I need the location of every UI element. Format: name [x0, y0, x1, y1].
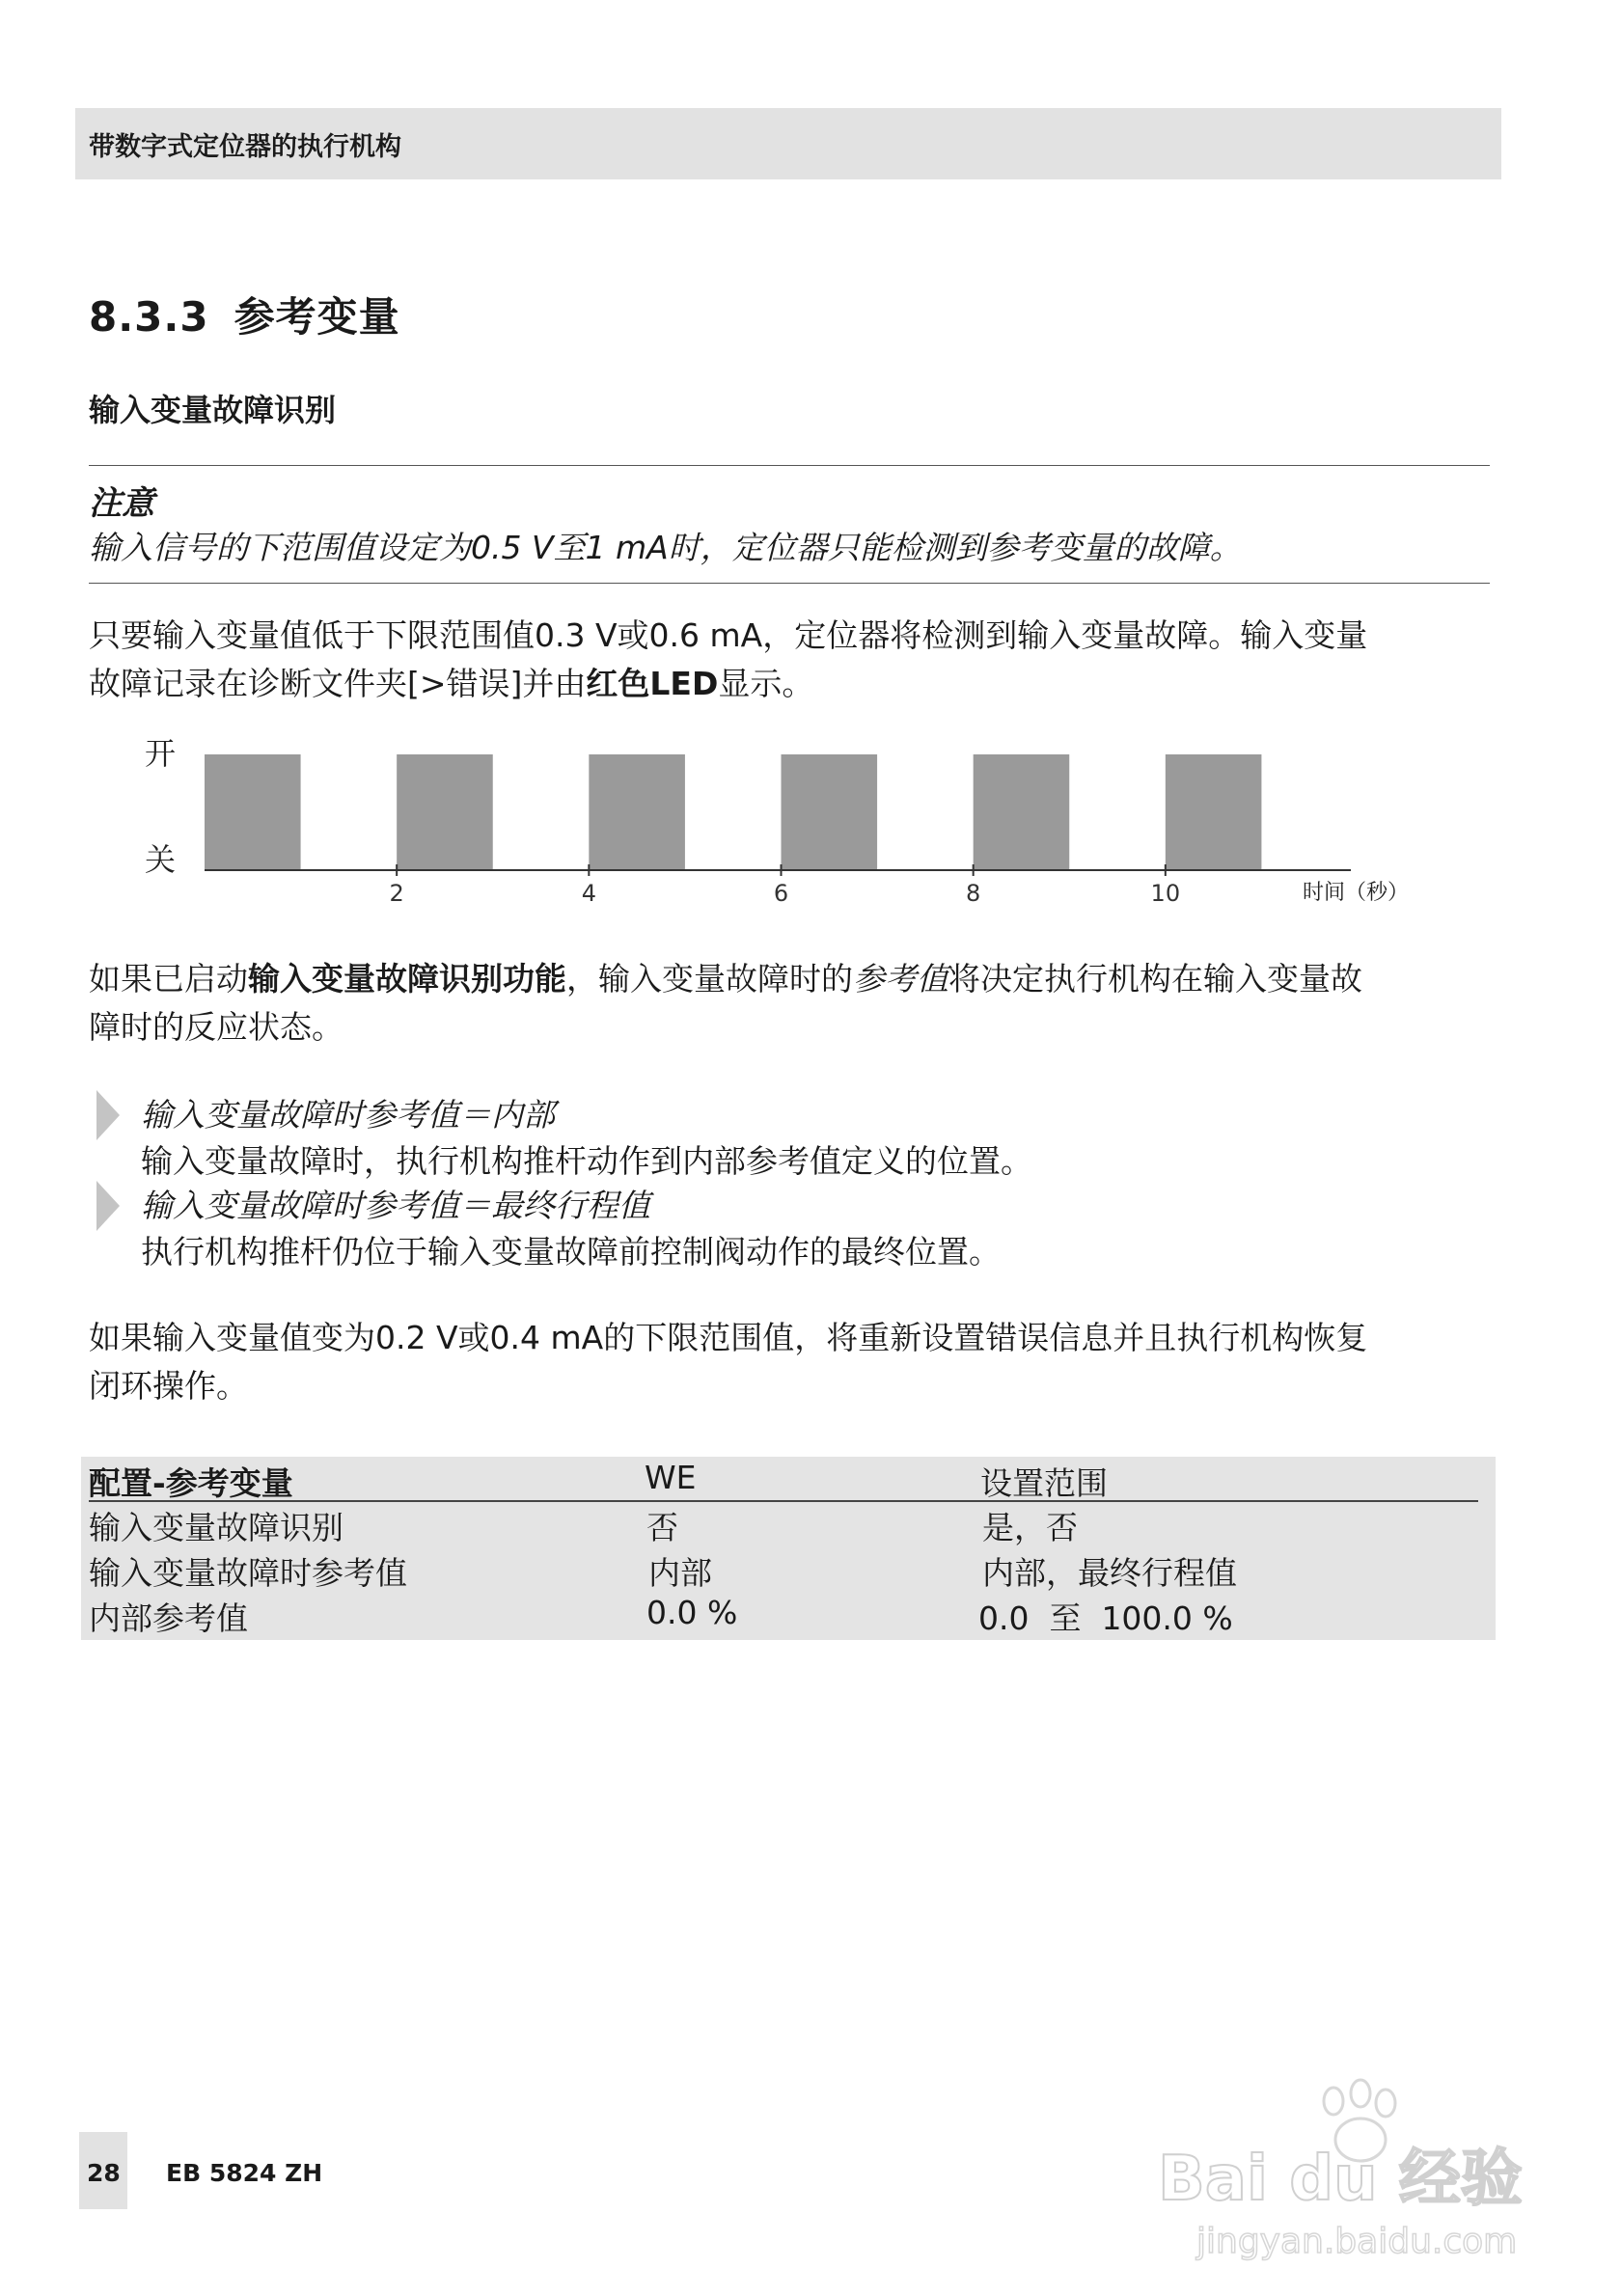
bullet-1-body: 输入变量故障时，执行机构推杆动作到内部参考值定义的位置。: [141, 1142, 1032, 1180]
bullet-2-title: 输入变量故障时参考值＝最终行程值: [141, 1187, 650, 1224]
on-pulse-bar-5: [974, 754, 1070, 870]
note-label: 注意: [89, 484, 154, 523]
on-pulse-bar-4: [782, 754, 878, 870]
bullet-2-body: 执行机构推杆仍位于输入变量故障前控制阀动作的最终位置。: [141, 1233, 1001, 1271]
paragraph-3: [89, 1314, 1497, 1410]
paragraph-3-line-2: 闭环操作。: [89, 1367, 248, 1405]
table-cell: 内部，最终行程值: [982, 1554, 1237, 1592]
on-pulse-bar-2: [397, 754, 493, 870]
on-pulse-bar-3: [589, 754, 685, 870]
page-number: 28: [87, 2159, 121, 2187]
function-name: 输入变量故障识别功能: [248, 960, 566, 998]
red-led-text: 红色LED: [586, 665, 719, 702]
note-top-rule: [89, 465, 1490, 466]
table-cell: 输入变量故障识别: [89, 1509, 343, 1546]
led-blink-chart: [135, 724, 1447, 916]
x-tick-label: 4: [581, 880, 596, 907]
table-cell: 是，否: [982, 1509, 1078, 1546]
y-level-on: 开: [145, 735, 177, 772]
section-number: 8.3.3: [89, 293, 209, 341]
on-pulse-bar-6: [1166, 754, 1262, 870]
paragraph-1-line-2: 故障记录在诊断文件夹[>错误]并由红色LED显示。: [89, 665, 814, 702]
table-header-config: 配置-参考变量: [89, 1464, 293, 1502]
watermark-line-2: jingyan.baidu.com: [1196, 2222, 1518, 2261]
x-tick-label: 6: [773, 880, 789, 907]
table-cell: 0.0 至 100.0 %: [978, 1599, 1233, 1637]
baidu-watermark: [1158, 2074, 1563, 2267]
table-header-range: 设置范围: [980, 1464, 1108, 1502]
on-pulse-bar-1: [205, 754, 301, 870]
watermark-line-1: Bai du 经验: [1158, 2144, 1523, 2215]
bullet-1-title: 输入变量故障时参考值＝内部: [141, 1096, 555, 1134]
x-tick-label: 2: [389, 880, 404, 907]
paragraph-2-line-2: 障时的反应状态。: [89, 1008, 343, 1046]
note-bottom-rule: [89, 583, 1490, 584]
document-id: EB 5824 ZH: [166, 2159, 323, 2187]
table-cell: 输入变量故障时参考值: [89, 1554, 407, 1592]
subheading: 输入变量故障识别: [89, 392, 337, 428]
paragraph-3-line-1: 如果输入变量值变为0.2 V或0.4 mA的下限范围值，将重新设置错误信息并且执行机构恢复: [89, 1319, 1368, 1356]
table-cell: 内部参考值: [89, 1599, 248, 1637]
bullet-arrow-icon: [96, 1090, 120, 1140]
x-tick-label: 8: [966, 880, 981, 907]
section-title-text: 参考变量: [234, 293, 400, 341]
table-header-we: WE: [645, 1459, 697, 1496]
header-title: 带数字式定位器的执行机构: [89, 132, 401, 162]
reference-value-term: 参考值: [853, 960, 948, 998]
paragraph-2-line-1: 如果已启动输入变量故障识别功能，输入变量故障时的参考值将决定执行机构在输入变量故: [89, 960, 1362, 998]
table-cell: 内部: [648, 1554, 712, 1592]
table-header-rule: [89, 1500, 1478, 1502]
x-axis-label: 时间（秒）: [1303, 881, 1410, 905]
table-cell: 否: [646, 1509, 678, 1546]
y-level-off: 关: [145, 841, 177, 878]
bullet-arrow-icon: [96, 1181, 120, 1231]
table-cell: 0.0 %: [646, 1594, 738, 1631]
section-title: [89, 286, 400, 343]
paw-icon: [1324, 2088, 1343, 2115]
paragraph-2: [89, 955, 1497, 1052]
x-tick-label: 10: [1150, 880, 1181, 907]
note-text: 输入信号的下范围值设定为0.5 V至1 mA时，定位器只能检测到参考变量的故障。: [89, 529, 1242, 566]
paragraph-1-line-1: 只要输入变量值低于下限范围值0.3 V或0.6 mA，定位器将检测到输入变量故障。输入变量: [89, 616, 1368, 654]
paragraph-1: [89, 612, 1497, 708]
